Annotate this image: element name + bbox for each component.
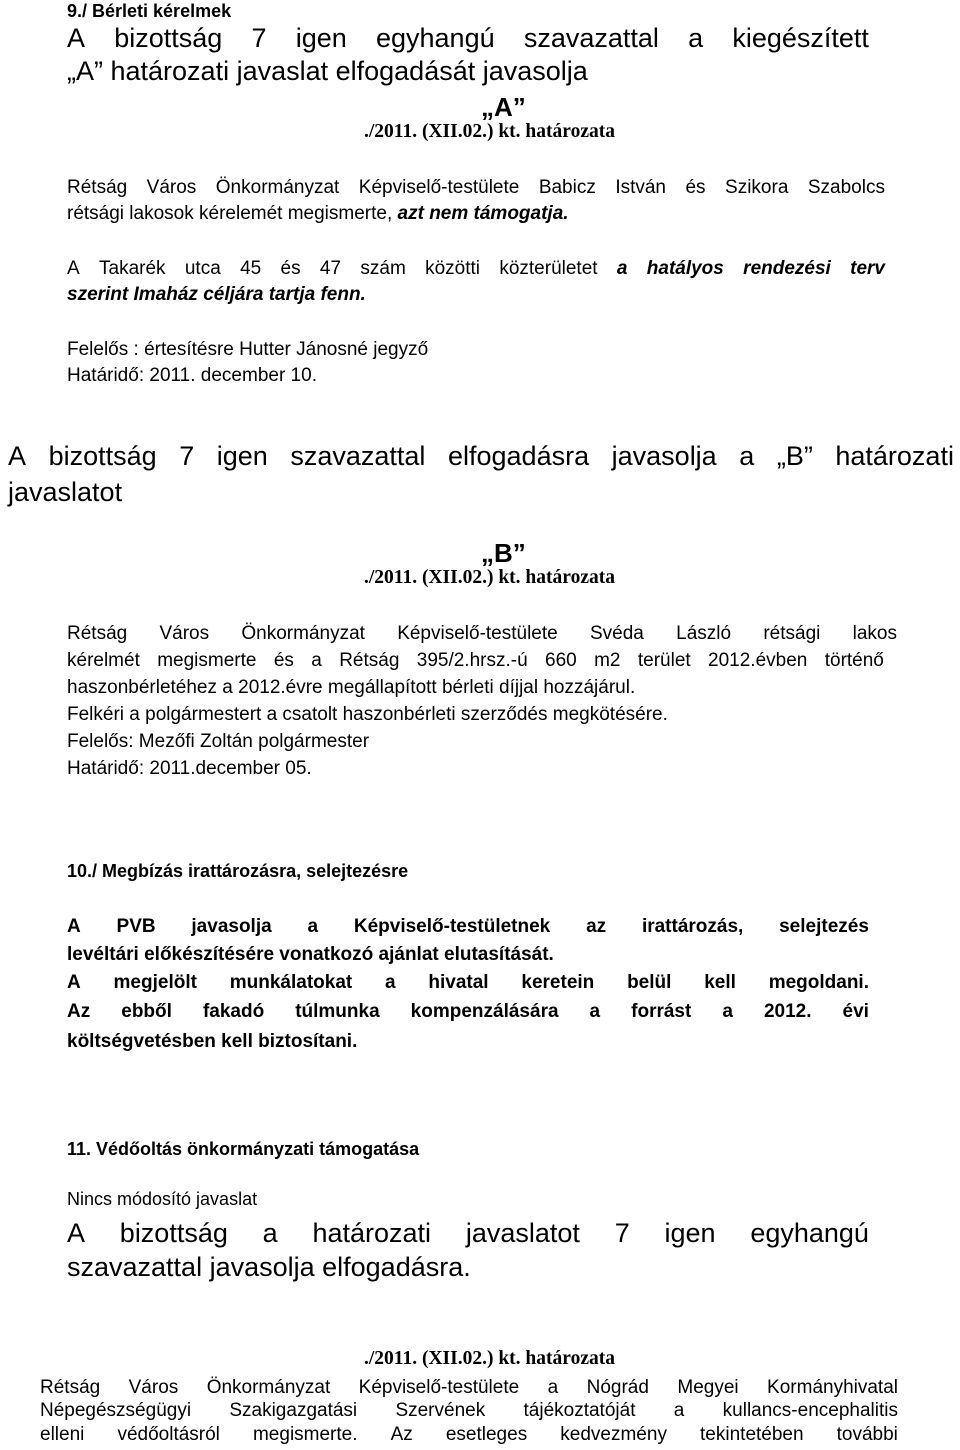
word: rétsági: [763, 623, 821, 644]
word: hivatal: [428, 972, 489, 993]
word: a: [688, 23, 704, 53]
word: történő: [824, 650, 884, 671]
word: kiegészített: [732, 23, 869, 53]
word: Képviselő-testülete: [358, 1377, 520, 1398]
word: Város: [159, 623, 210, 644]
word: Képviselő-testületnek: [353, 916, 551, 937]
word: egyhangú: [750, 1218, 869, 1248]
word: a: [722, 1001, 733, 1022]
resolution-body-line: [67, 622, 897, 646]
word: egyhangú: [375, 23, 495, 53]
word: a: [616, 258, 628, 279]
word: a: [589, 1001, 601, 1022]
word: a: [547, 1377, 559, 1398]
resolution-number: ./2011. (XII.02.) kt. határozata: [364, 121, 615, 142]
word: évi: [842, 1001, 869, 1022]
word: A: [67, 23, 86, 53]
resolution-letter: „B”: [481, 538, 526, 568]
word: 47: [319, 258, 342, 279]
word: Kormányhivatal: [767, 1377, 898, 1398]
resolution-body-line: [67, 257, 885, 281]
word: közötti: [425, 258, 481, 279]
word: megoldani.: [768, 972, 869, 993]
word: bizottság: [114, 23, 223, 53]
word: A: [67, 1218, 86, 1248]
word: elleni: [40, 1424, 85, 1445]
word: Szabolcs: [807, 177, 885, 198]
word: kérelmét: [67, 650, 140, 671]
word: Rétság: [40, 1377, 101, 1398]
word: határozati: [835, 441, 954, 471]
word: Képviselő-testülete: [397, 623, 558, 644]
word: Népegészségügyi: [40, 1400, 192, 1421]
word: terület: [637, 650, 691, 671]
word: rendezési: [743, 258, 831, 279]
resolution-body-line: [67, 202, 569, 226]
word: forrást: [631, 1001, 692, 1022]
word: kullancs-encephalitis: [722, 1400, 898, 1421]
word: bizottság: [48, 441, 157, 471]
word: Város: [128, 1377, 179, 1398]
word: a: [385, 972, 396, 993]
word: javasolja: [191, 916, 272, 937]
word: Megyei: [677, 1377, 739, 1398]
word: 7: [251, 23, 267, 53]
word: javaslatot: [465, 1218, 580, 1248]
resolution-body-line: Felkéri a polgármestert a csatolt haszonbérleti szerződés megkötésére.: [67, 704, 668, 725]
word: Szakigazgatási: [229, 1400, 358, 1421]
no-amendment-note: Nincs módosító javaslat: [67, 1189, 258, 1209]
word: Nógrád: [586, 1377, 649, 1398]
responsible-line: Felelős : értesítésre Hutter Jánosné jegyző: [67, 339, 429, 360]
word: Város: [146, 177, 197, 198]
resolution-letter: „A”: [481, 92, 526, 122]
word: megismerte: [157, 650, 257, 671]
word: m2: [594, 650, 621, 671]
word: kompenzálására: [410, 1001, 559, 1022]
resolution-body-line: [67, 176, 885, 200]
word: és: [685, 177, 706, 198]
word: szavazattal: [290, 441, 426, 471]
word: fakadó: [202, 1001, 265, 1022]
word: Önkormányzat: [206, 1377, 331, 1398]
word: határozati: [312, 1218, 432, 1248]
word: Rétság: [67, 177, 128, 198]
word: 2012.évben: [708, 650, 808, 671]
word: elfogadásra: [447, 441, 590, 471]
section-heading-10: [67, 860, 408, 882]
word: István: [615, 177, 667, 198]
word: a: [307, 916, 319, 937]
word: az: [586, 916, 607, 937]
word: Szervének: [395, 1400, 486, 1421]
recommendation-line: [67, 1000, 869, 1024]
word: A: [8, 441, 27, 471]
word: 7: [179, 441, 195, 471]
vote-statement-line: [8, 440, 954, 472]
word: túlmunka: [295, 1001, 380, 1022]
resolution-number: ./2011. (XII.02.) kt. határozata: [364, 1348, 615, 1369]
word: 2012.: [763, 1001, 812, 1022]
recommendation-line: levéltári előkészítésére vonatkozó ajánlat elutasítását.: [67, 944, 554, 965]
recommendation-line: költségvetésben kell biztosítani.: [67, 1031, 358, 1052]
word: további: [836, 1424, 898, 1445]
body-text: rétsági lakosok kérelemét megismerte,: [67, 203, 398, 224]
word: A: [67, 916, 81, 937]
resolution-body-line: [40, 1399, 898, 1423]
word: kell: [704, 972, 736, 993]
word: a: [739, 441, 755, 471]
word: irattározás,: [641, 916, 744, 937]
word: kedvezmény: [560, 1424, 667, 1445]
recommendation-line: [67, 971, 869, 995]
word: esetleges: [445, 1424, 528, 1445]
word: igen: [216, 441, 268, 471]
word: szavazattal: [523, 23, 659, 53]
word: szám: [360, 258, 406, 279]
word: és: [273, 650, 294, 671]
vote-statement-line: szavazattal javasolja elfogadásra.: [67, 1252, 471, 1282]
resolution-number: ./2011. (XII.02.) kt. határozata: [364, 567, 615, 588]
word: ebből: [121, 1001, 172, 1022]
heading-text: / Megbízás irattározásra, selejtezésre: [92, 861, 409, 881]
section-heading-9: 9./ Bérleti kérelmek: [67, 1, 232, 21]
word: a: [262, 1218, 278, 1248]
word: igen: [664, 1218, 716, 1248]
resolution-body-line: szerint Imaház céljára tartja fenn.: [67, 284, 366, 305]
word: A: [67, 258, 80, 279]
word: közterületet: [499, 258, 598, 279]
word: és: [280, 258, 301, 279]
word: Takarék: [99, 258, 166, 279]
word: László: [676, 623, 732, 644]
word: Rétság: [67, 623, 128, 644]
word: védőoltásról: [117, 1424, 220, 1445]
heading-number: 10.: [67, 861, 93, 881]
word: keretein: [521, 972, 595, 993]
word: utca: [184, 258, 221, 279]
resolution-body-line: [40, 1376, 898, 1400]
word: lakos: [852, 623, 897, 644]
word: Önkormányzat: [241, 623, 365, 644]
word: PVB: [116, 916, 156, 937]
vote-statement-line: javaslatot: [8, 477, 123, 507]
word: igen: [295, 23, 347, 53]
deadline-line: Határidő: 2011.december 05.: [67, 758, 312, 779]
word: Képviselő-testülete: [358, 177, 520, 198]
vote-statement-line: [67, 22, 869, 54]
word: 660: [545, 650, 577, 671]
deadline-line: Határidő: 2011. december 10.: [67, 365, 317, 386]
word: Az: [67, 1001, 91, 1022]
word: tájékoztatóját: [523, 1400, 636, 1421]
section-heading-11: 11. Védőoltás önkormányzati támogatása: [67, 1139, 420, 1159]
resolution-body-line: [40, 1423, 898, 1447]
word: megismerte.: [252, 1424, 358, 1445]
word: megjelölt: [113, 972, 197, 993]
word: Önkormányzat: [215, 177, 340, 198]
word: hatályos: [646, 258, 724, 279]
word: 395/2.hrsz.-ú: [416, 650, 528, 671]
word: tekintetében: [700, 1424, 804, 1445]
resolution-body-line: haszonbérletéhez a 2012.évre megállapított bérleti díjjal hozzájárul.: [67, 677, 636, 698]
body-emphasis: azt nem támogatja.: [397, 203, 569, 224]
word: Rétság: [339, 650, 400, 671]
vote-statement-line: [67, 1217, 869, 1249]
word: terv: [850, 258, 885, 279]
word: belül: [627, 972, 672, 993]
word: Babicz: [538, 177, 596, 198]
word: A: [67, 972, 81, 993]
word: javasolja: [611, 441, 717, 471]
word: Az: [390, 1424, 413, 1445]
word: „B”: [776, 441, 813, 471]
recommendation-line: [67, 915, 869, 939]
responsible-line: Felelős: Mezőfi Zoltán polgármester: [67, 731, 370, 752]
word: 45: [240, 258, 262, 279]
word: Szikora: [725, 177, 789, 198]
word: 7: [614, 1218, 630, 1248]
word: Svéda: [590, 623, 644, 644]
word: selejtezés: [779, 916, 869, 937]
vote-statement-line: „A” határozati javaslat elfogadását javasolja: [67, 56, 588, 86]
word: a: [311, 650, 322, 671]
word: bizottság: [119, 1218, 228, 1248]
word: a: [673, 1400, 685, 1421]
resolution-body-line: [67, 649, 884, 673]
word: munkálatokat: [229, 972, 353, 993]
